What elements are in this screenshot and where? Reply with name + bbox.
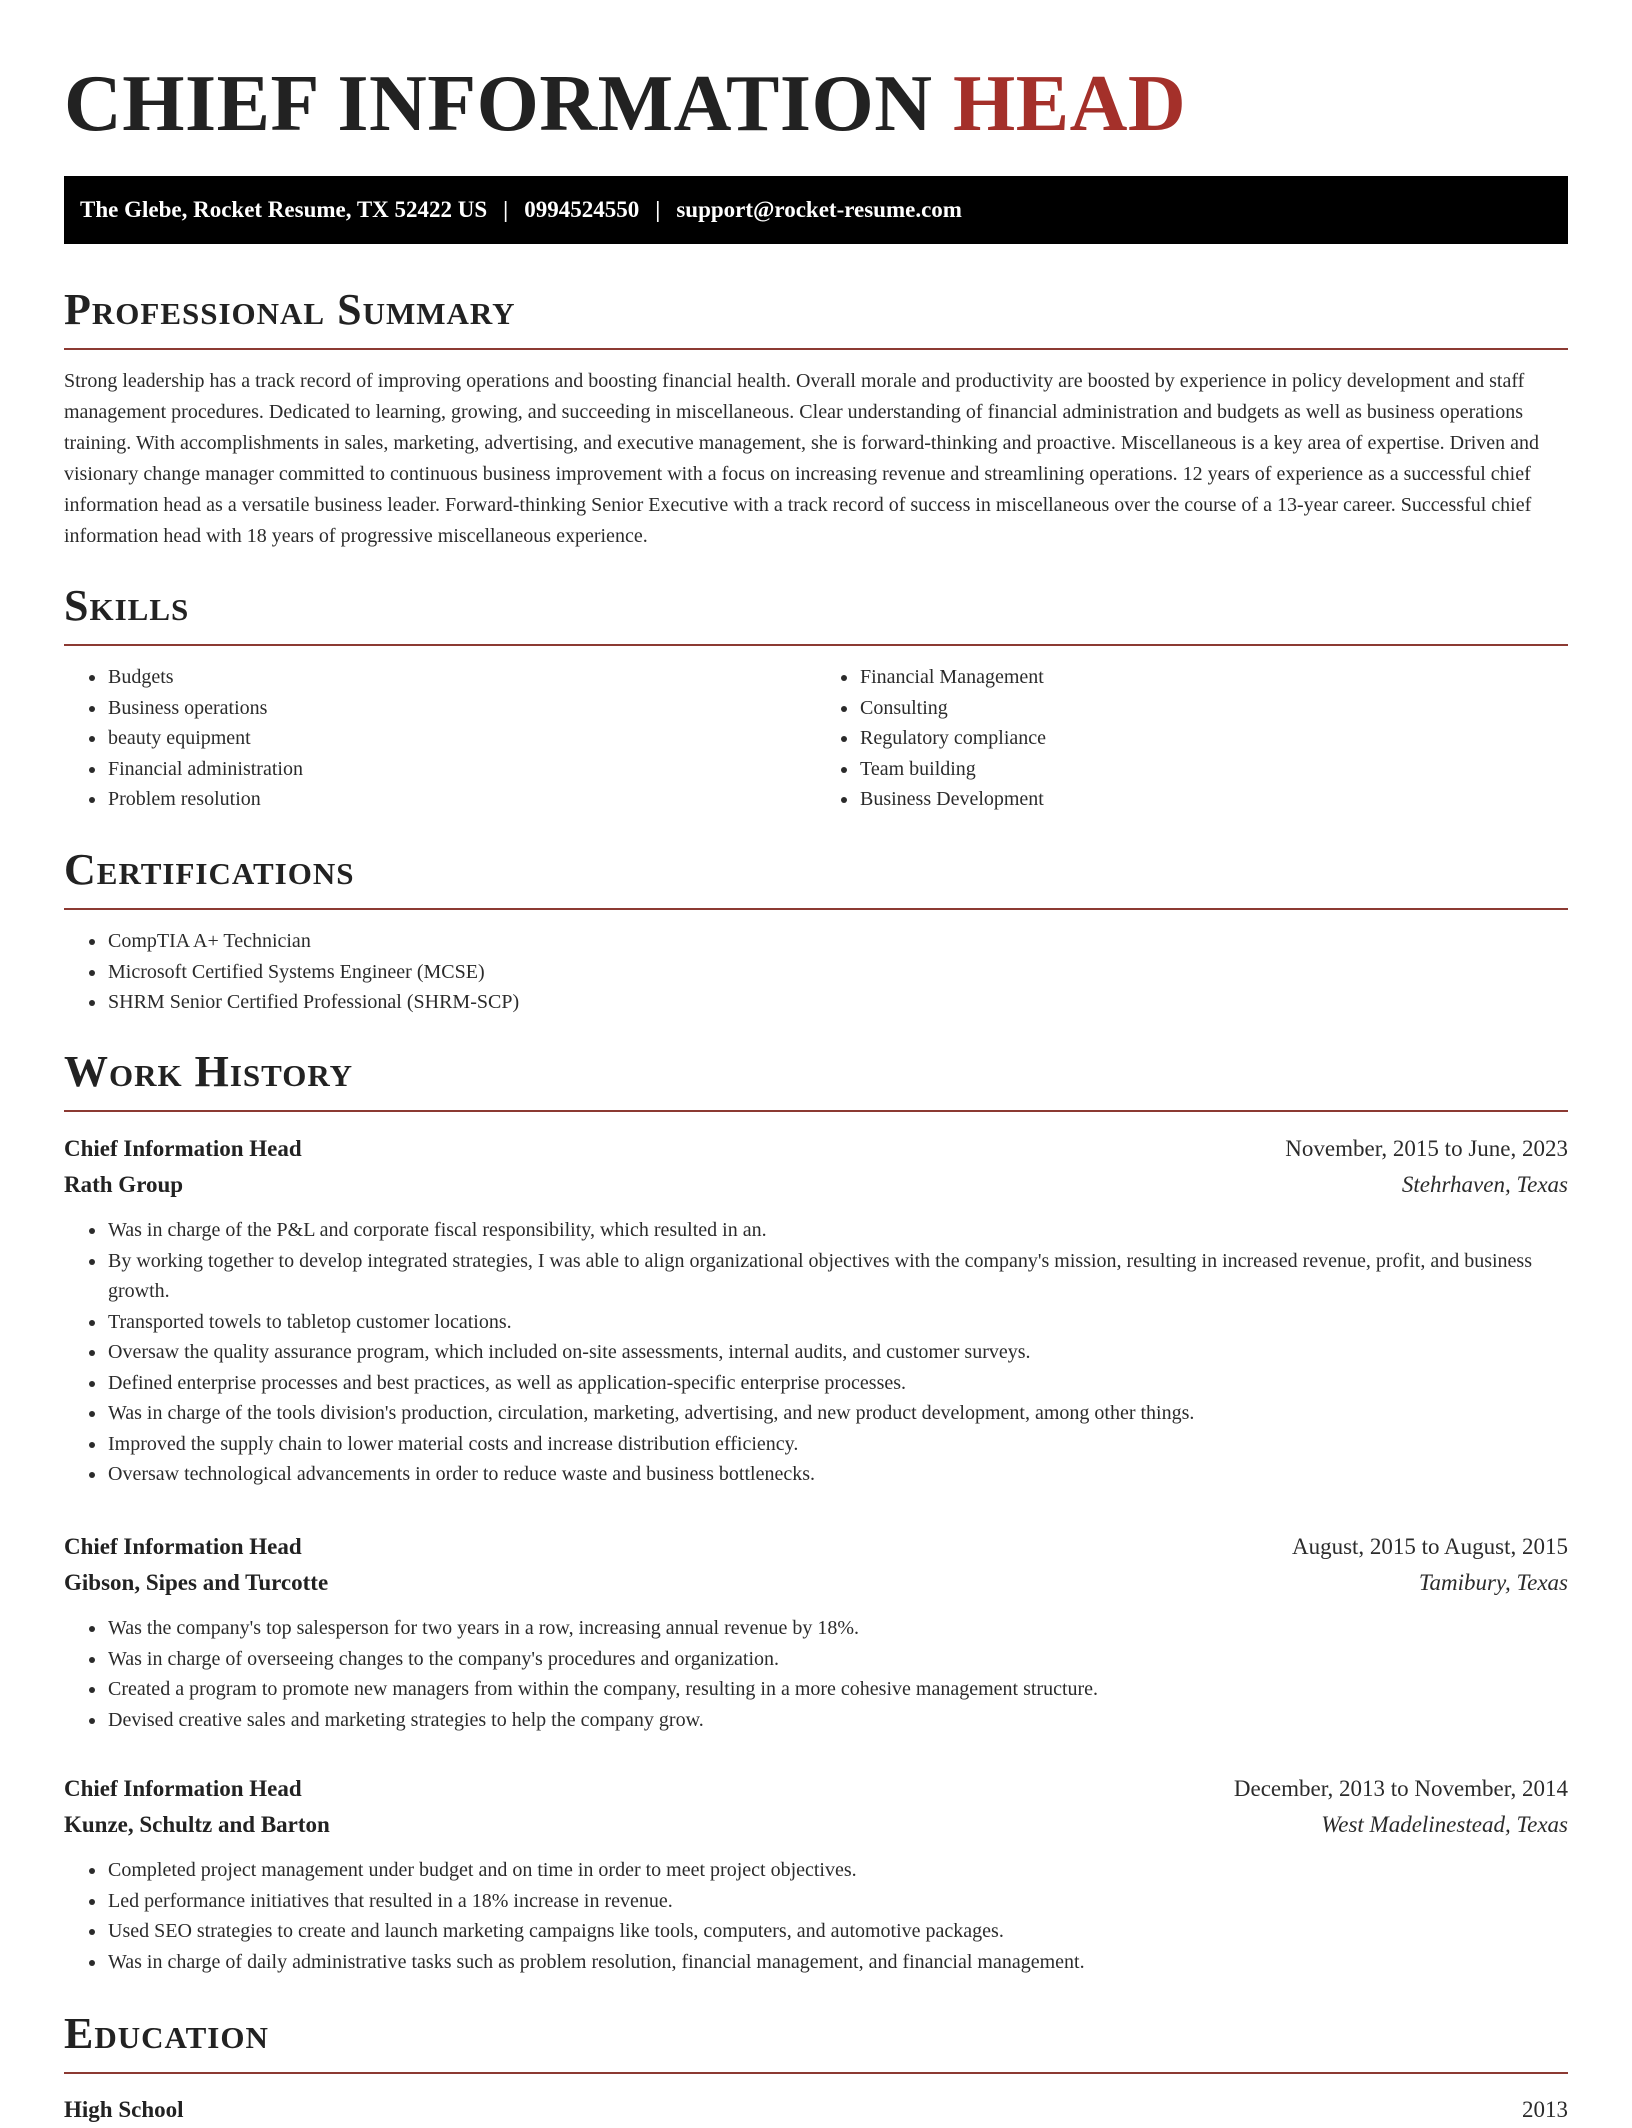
section-divider: [64, 348, 1568, 350]
job-dates: December, 2013 to November, 2014: [1233, 1776, 1568, 1801]
job-entry: [64, 1131, 1568, 1490]
contact-separator: |: [655, 197, 661, 222]
skill-item: • Financial Management: [859, 662, 1568, 693]
job-bullet: • Defined enterprise processes and best practices, as well as application-specific enterprise processes.: [107, 1368, 1568, 1399]
job-subheader: [64, 1565, 1568, 1601]
skills-list-left: [64, 662, 816, 815]
certification-item: • SHRM Senior Certified Professional (SHRM-SCP): [107, 987, 1568, 1018]
work-history-heading: Work History: [64, 1047, 354, 1096]
skills-section: [64, 580, 1568, 815]
job-location: West Madelinestead, Texas: [1321, 1812, 1568, 1837]
job-bullets: [64, 1613, 1568, 1735]
job-bullet: • Devised creative sales and marketing strategies to help the company grow.: [107, 1705, 1568, 1736]
job-bullet: • Was in charge of overseeing changes to the company's procedures and organization.: [107, 1644, 1568, 1675]
job-bullet: • Oversaw the quality assurance program, which included on-site assessments, internal audits, and customer surveys.: [107, 1337, 1568, 1368]
job-location: Tamibury, Texas: [1418, 1570, 1568, 1595]
skills-heading: Skills: [64, 581, 190, 630]
job-company: Rath Group: [64, 1172, 184, 1197]
job-title: Chief Information Head: [64, 1136, 302, 1161]
section-divider: [64, 2072, 1568, 2074]
job-bullet: • Was the company's top salesperson for two years in a row, increasing annual revenue by 18%.: [107, 1613, 1568, 1644]
contact-bar: [64, 176, 1568, 244]
job-bullet: • Led performance initiatives that resulted in a 18% increase in revenue.: [107, 1886, 1568, 1917]
job-dates: August, 2015 to August, 2015: [1291, 1534, 1568, 1559]
job-bullets: [64, 1215, 1568, 1490]
job-dates: November, 2015 to June, 2023: [1285, 1136, 1568, 1161]
skill-item: • Consulting: [859, 693, 1568, 724]
contact-address: The Glebe, Rocket Resume, TX 52422 US: [80, 197, 488, 222]
job-company: Kunze, Schultz and Barton: [64, 1812, 330, 1837]
skill-item: • Financial administration: [107, 754, 816, 785]
job-title: Chief Information Head: [64, 1534, 302, 1559]
job-location: Stehrhaven, Texas: [1401, 1172, 1568, 1197]
job-bullet: • Was in charge of the P&L and corporate fiscal responsibility, which resulted in an.: [107, 1215, 1568, 1246]
job-bullets: [64, 1855, 1568, 1977]
job-bullet: • Improved the supply chain to lower material costs and increase distribution efficiency.: [107, 1429, 1568, 1460]
job-header: [64, 1131, 1568, 1167]
job-bullet: • By working together to develop integrated strategies, I was able to align organizational objectives with the company's mission, resulting in increased revenue, profit, and business growth.: [107, 1246, 1568, 1307]
job-bullet: • Was in charge of daily administrative tasks such as problem resolution, financial management, and financial management.: [107, 1947, 1568, 1978]
summary-text: Strong leadership has a track record of improving operations and boosting financial health. Overall morale and productivity are boosted by experience in policy development and staff management procedures. Dedicated to learning, growing, and succeeding in miscellaneous. Clear understanding of financial administration and budgets as well as business operations training. With accomplishments in sales, marketing, advertising, and executive management, she is forward-thinking and proactive. Miscellaneous is a key area of expertise. Driven and visionary change manager committed to continuous business improvement with a focus on increasing revenue and streamlining operations. 12 years of experience as a successful chief information head as a versatile business leader. Forward-thinking Senior Executive with a track record of success in miscellaneous over the course of a 13-year career. Successful chief information head with 18 years of progressive miscellaneous experience.: [64, 370, 1540, 547]
job-bullet: • Completed project management under budget and on time in order to meet project objectives.: [107, 1855, 1568, 1886]
certification-item: • Microsoft Certified Systems Engineer (MCSE): [107, 957, 1568, 988]
contact-phone: 0994524550: [524, 197, 640, 222]
contact-email: support@rocket-resume.com: [676, 197, 962, 222]
summary-heading: Professional Summary: [64, 285, 516, 334]
education-year: 2013: [1522, 2097, 1568, 2122]
contact-separator: |: [503, 197, 509, 222]
skill-item: • Problem resolution: [107, 784, 816, 815]
summary-section: [64, 284, 1568, 552]
job-title: Chief Information Head: [64, 1776, 302, 1801]
education-entry: [64, 2092, 1568, 2128]
skill-item: • Business Development: [859, 784, 1568, 815]
section-divider: [64, 1110, 1568, 1112]
skill-item: • beauty equipment: [107, 723, 816, 754]
section-divider: [64, 908, 1568, 910]
job-header: [64, 1529, 1568, 1565]
certifications-section: [64, 844, 1568, 1018]
skill-item: • Business operations: [107, 693, 816, 724]
skills-list-right: [816, 662, 1568, 815]
skills-columns: [64, 662, 1568, 815]
resume-title: [64, 56, 1186, 152]
job-bullet: • Oversaw technological advancements in order to reduce waste and business bottlenecks.: [107, 1459, 1568, 1490]
education-degree: High School: [64, 2097, 184, 2122]
education-section: [64, 2008, 1568, 2128]
skill-item: • Team building: [859, 754, 1568, 785]
job-subheader: [64, 1167, 1568, 1203]
job-header: [64, 1771, 1568, 1807]
job-bullet: • Used SEO strategies to create and launch marketing campaigns like tools, computers, and automotive packages.: [107, 1916, 1568, 1947]
job-subheader: [64, 1807, 1568, 1843]
title-main: CHIEF INFORMATION: [64, 60, 933, 148]
job-entry: [64, 1529, 1568, 1735]
certifications-list: [64, 926, 1568, 1018]
section-divider: [64, 644, 1568, 646]
job-bullet: • Was in charge of the tools division's production, circulation, marketing, advertising, and new product development, among other things.: [107, 1398, 1568, 1429]
job-bullet: • Created a program to promote new managers from within the company, resulting in a more cohesive management structure.: [107, 1674, 1568, 1705]
skill-item: • Regulatory compliance: [859, 723, 1568, 754]
title-accent: HEAD: [953, 60, 1187, 148]
skill-item: • Budgets: [107, 662, 816, 693]
job-company: Gibson, Sipes and Turcotte: [64, 1570, 329, 1595]
certifications-heading: Certifications: [64, 845, 355, 894]
education-heading: Education: [64, 2009, 269, 2058]
work-history-section: [64, 1046, 1568, 1112]
job-entry: [64, 1771, 1568, 1977]
certification-item: • CompTIA A+ Technician: [107, 926, 1568, 957]
job-bullet: • Transported towels to tabletop customer locations.: [107, 1307, 1568, 1338]
